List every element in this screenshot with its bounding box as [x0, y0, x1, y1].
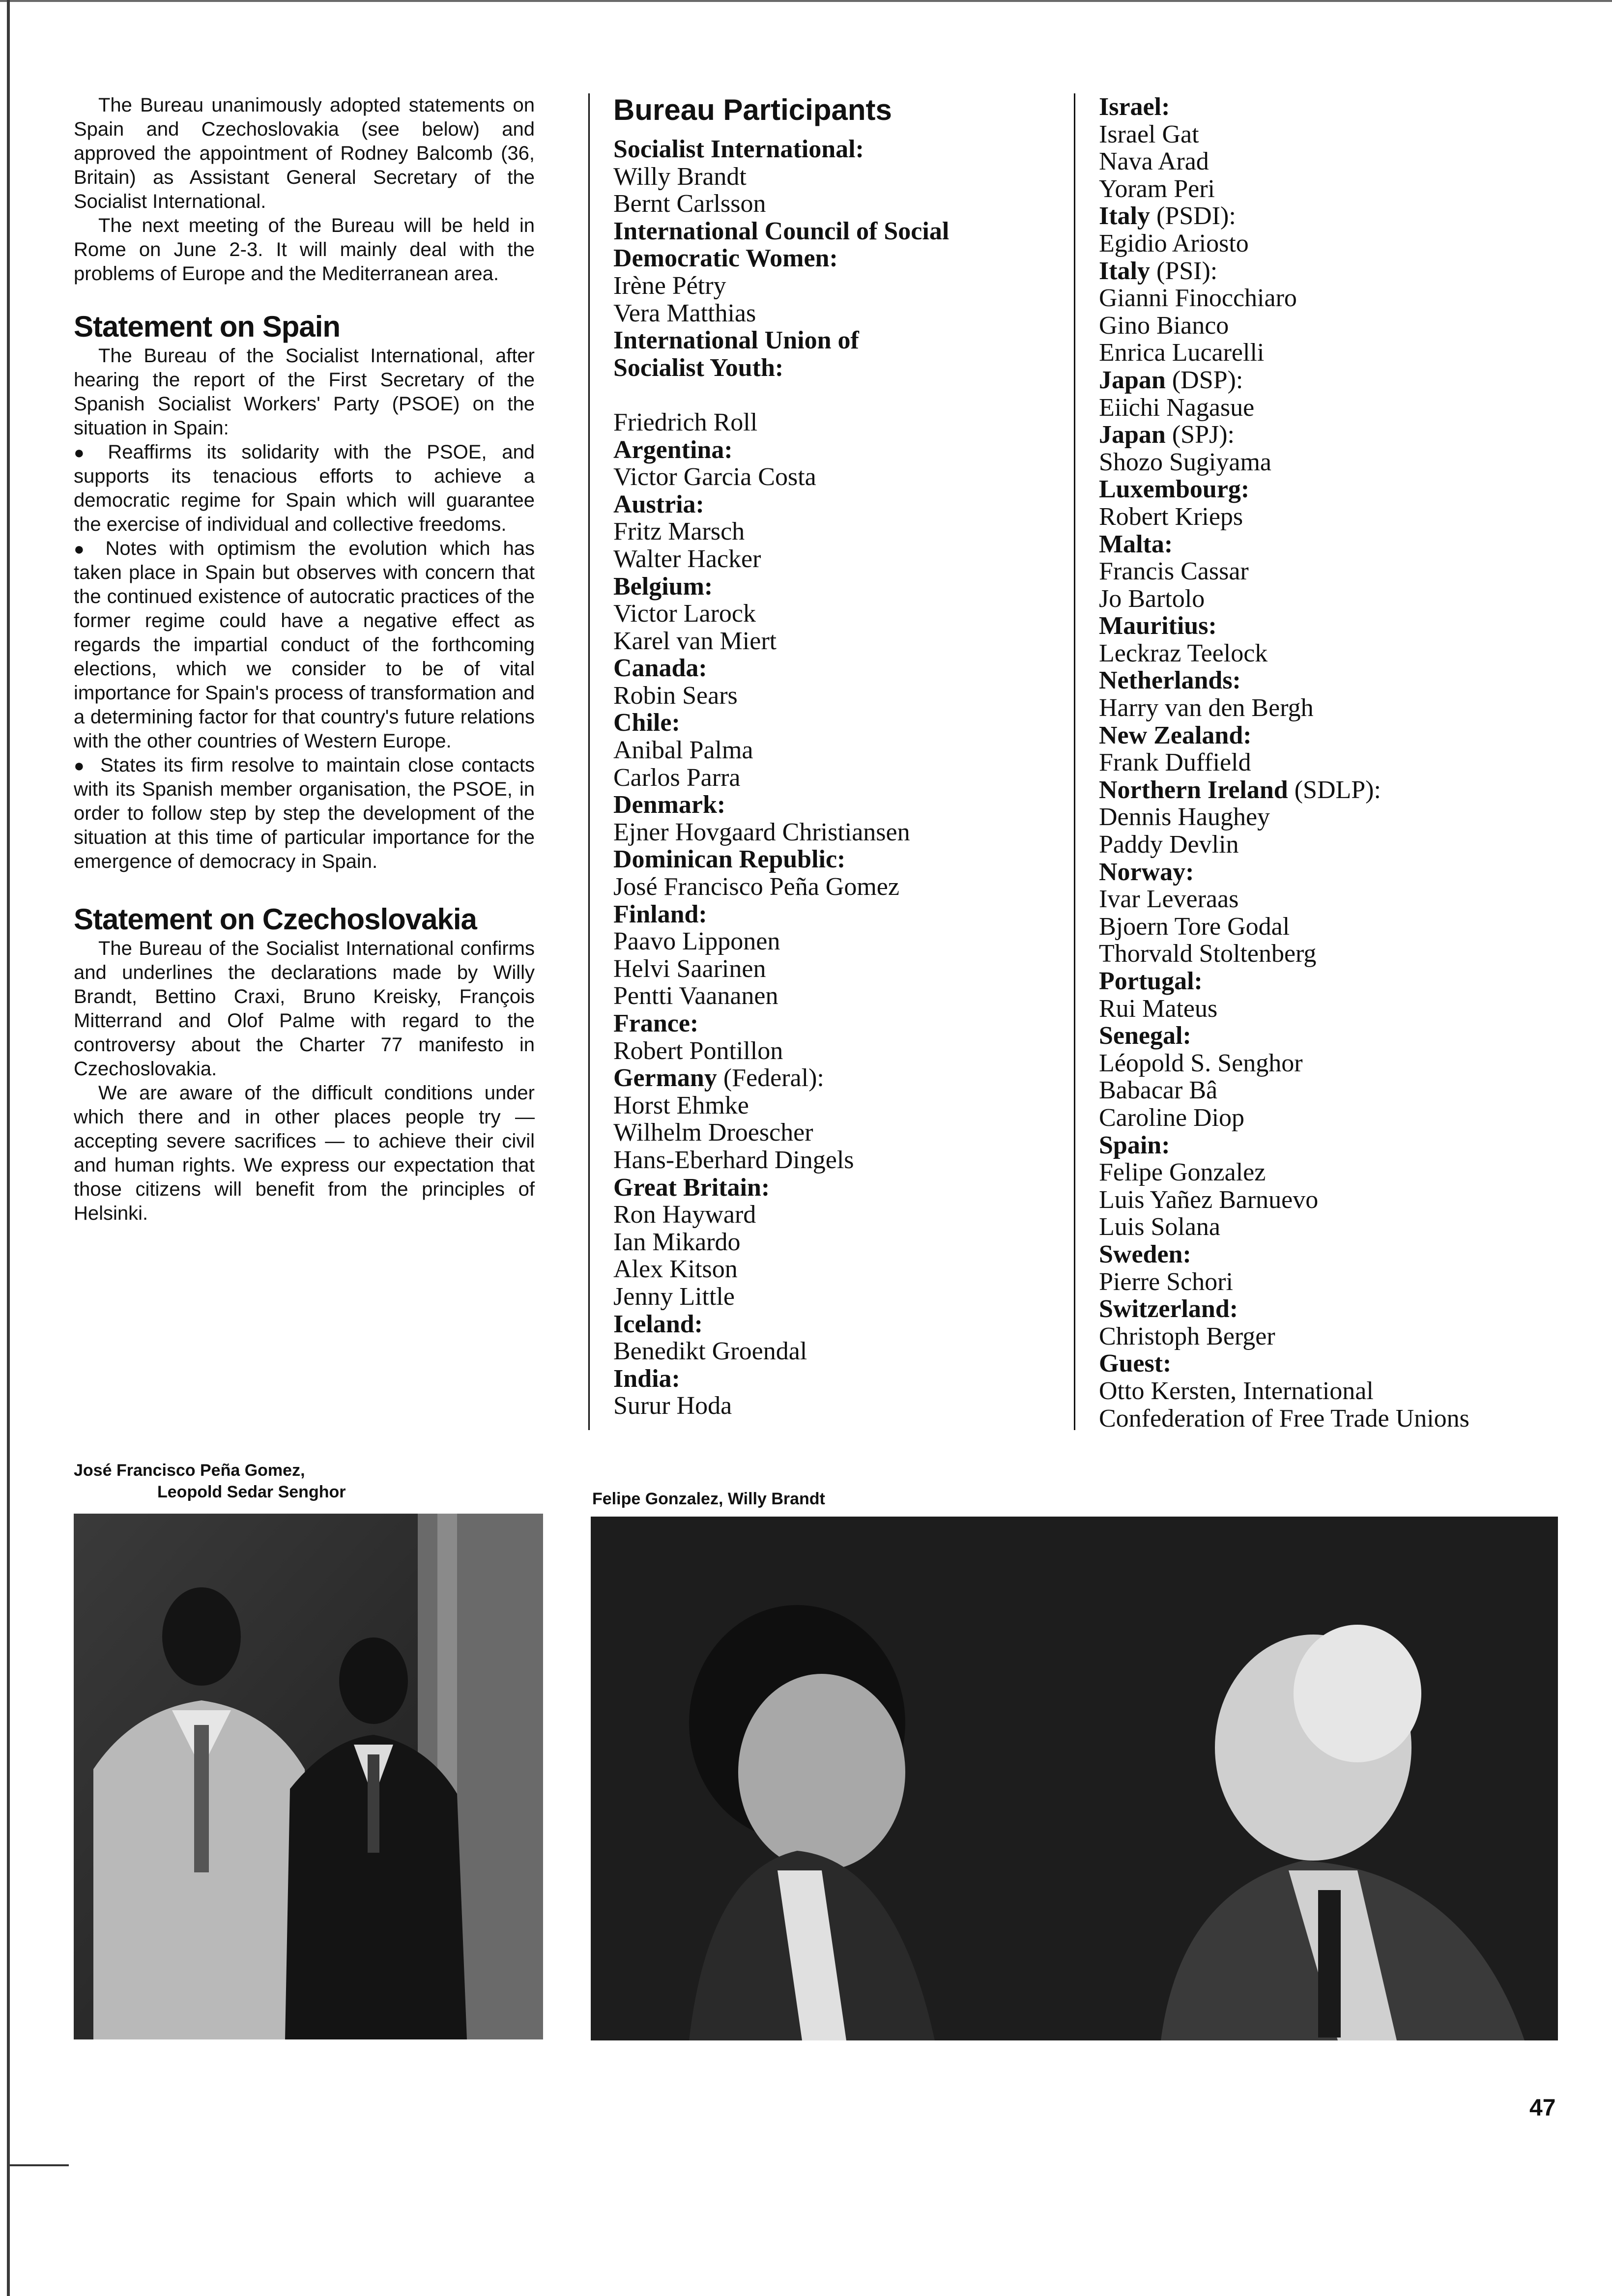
participant-group-heading — [613, 354, 1056, 382]
group-label: Guest: — [1099, 1349, 1172, 1378]
spain-heading: Statement on Spain — [74, 310, 341, 343]
participant-name: Jo Bartolo — [1099, 584, 1205, 613]
participant-name: Robert Krieps — [1099, 502, 1243, 531]
spain-bullet — [74, 537, 535, 753]
participant-group-heading — [613, 436, 1056, 464]
group-qualifier: (DSP): — [1165, 366, 1243, 394]
participant-name: Surur Hoda — [613, 1392, 732, 1420]
participant-name: Irène Pétry — [613, 271, 726, 300]
participant-name: Felipe Gonzalez — [1099, 1158, 1266, 1187]
participant-group-heading — [1099, 1295, 1590, 1323]
group-qualifier: (SDLP): — [1288, 775, 1381, 804]
bullet-icon: ● — [74, 442, 94, 462]
photo-image — [591, 1517, 1558, 2040]
participant-name: Victor Garcia Costa — [613, 463, 816, 491]
bullet-icon: ● — [74, 755, 87, 775]
participant-name: Benedikt Groendal — [613, 1337, 807, 1366]
participant-group-heading — [613, 1311, 1056, 1338]
participant-name: Thorvald Stoltenberg — [1099, 940, 1317, 968]
participant-name: Robert Pontillon — [613, 1036, 783, 1065]
group-label: Democratic Women: — [613, 244, 838, 273]
participant-name: Egidio Ariosto — [1099, 229, 1249, 258]
group-label: Netherlands: — [1099, 666, 1241, 695]
participant-group-heading — [1099, 1022, 1590, 1050]
group-label: International Council of Social — [613, 217, 950, 245]
czech-heading: Statement on Czechoslovakia — [74, 903, 477, 936]
participant-name: Friedrich Roll — [613, 408, 758, 436]
group-label: Sweden: — [1099, 1240, 1191, 1268]
participant-group-heading — [613, 491, 1056, 518]
participant-name: Karel van Miert — [613, 627, 777, 655]
list-spacer — [613, 381, 1056, 409]
participant-name: Gino Bianco — [1099, 311, 1229, 340]
participant-name: Leckraz Teelock — [1099, 639, 1268, 667]
participant-group-heading — [1099, 1350, 1590, 1378]
participant-group-heading — [613, 245, 1056, 272]
participant-name: Yoram Peri — [1099, 174, 1215, 203]
participant-name: Fritz Marsch — [613, 517, 745, 546]
photo-pena-gomez-senghor — [74, 1514, 543, 2039]
group-qualifier: (Federal): — [717, 1064, 824, 1092]
participants-column-continued — [1099, 93, 1590, 1432]
participant-group-heading — [1099, 722, 1590, 749]
participant-group-heading — [1099, 258, 1590, 285]
participant-name: Luis Yañez Barnuevo — [1099, 1185, 1319, 1214]
participant-group-heading — [1099, 531, 1590, 558]
participant-name: Hans-Eberhard Dingels — [613, 1146, 854, 1174]
participant-name: Luis Solana — [1099, 1213, 1220, 1241]
group-label: New Zealand: — [1099, 721, 1252, 749]
group-label: Great Britain: — [613, 1173, 770, 1202]
group-label: Canada: — [613, 654, 707, 683]
group-qualifier: (PSDI): — [1150, 202, 1236, 230]
group-label: Finland: — [613, 900, 707, 928]
group-label: Argentina: — [613, 435, 733, 464]
scan-left-edge — [7, 0, 10, 2296]
participant-name: Confederation of Free Trade Unions — [1099, 1404, 1469, 1433]
participant-group-heading — [613, 136, 1056, 163]
participant-name: Pierre Schori — [1099, 1267, 1233, 1296]
participant-name: Anibal Palma — [613, 736, 753, 765]
participant-name: Israel Gat — [1099, 120, 1199, 148]
participant-group-heading — [613, 1010, 1056, 1037]
group-label: Italy — [1099, 257, 1150, 285]
participant-name: Ivar Leveraas — [1099, 885, 1239, 914]
participant-name: Frank Duffield — [1099, 748, 1251, 777]
participant-name: Horst Ehmke — [613, 1091, 749, 1119]
participant-group-heading — [1099, 968, 1590, 995]
participant-name: Ian Mikardo — [613, 1228, 741, 1256]
participant-name: Shozo Sugiyama — [1099, 448, 1271, 476]
participant-name: Carlos Parra — [613, 763, 741, 792]
participant-group-heading — [613, 1064, 1056, 1092]
participant-name: Eiichi Nagasue — [1099, 393, 1255, 422]
scan-top-edge — [0, 0, 1612, 2]
group-label: Germany — [613, 1064, 717, 1092]
participant-name: Paddy Devlin — [1099, 831, 1239, 859]
group-qualifier: (SPJ): — [1165, 421, 1235, 449]
participant-group-heading — [1099, 859, 1590, 886]
participant-name: Rui Mateus — [1099, 994, 1218, 1023]
participant-name: Robin Sears — [613, 681, 738, 710]
group-label: Dominican Republic: — [613, 845, 846, 874]
group-label: Japan — [1099, 366, 1166, 394]
participant-group-heading — [1099, 1241, 1590, 1268]
group-label: International Union of — [613, 326, 859, 355]
photo-caption: Felipe Gonzalez, Willy Brandt — [592, 1490, 825, 1508]
participant-name: Caroline Diop — [1099, 1103, 1245, 1132]
participant-group-heading — [613, 327, 1056, 354]
participant-name: Dennis Haughey — [1099, 803, 1270, 832]
group-label: Chile: — [613, 709, 680, 737]
participant-group-heading — [1099, 202, 1590, 230]
participant-name: Pentti Vaananen — [613, 982, 778, 1010]
participant-name: Helvi Saarinen — [613, 954, 766, 983]
participant-group-heading — [1099, 476, 1590, 503]
participant-name: Ron Hayward — [613, 1201, 756, 1229]
participant-name: Willy Brandt — [613, 162, 747, 191]
participant-name: Vera Matthias — [613, 299, 756, 327]
photo-caption: Leopold Sedar Senghor — [157, 1483, 346, 1501]
participant-group-heading — [613, 1174, 1056, 1202]
participant-name: José Francisco Peña Gomez — [613, 873, 899, 901]
participant-group-heading — [613, 901, 1056, 928]
photo-caption: José Francisco Peña Gomez, — [74, 1461, 305, 1480]
group-label: Belgium: — [613, 572, 713, 601]
participant-group-heading — [1099, 612, 1590, 640]
participant-group-heading — [613, 846, 1056, 873]
participants-list — [1099, 93, 1590, 1432]
photo-image — [74, 1514, 543, 2039]
participant-group-heading — [613, 655, 1056, 682]
page-number: 47 — [1529, 2095, 1556, 2121]
participants-column — [613, 93, 1056, 1420]
participant-name: Nava Arad — [1099, 147, 1209, 176]
group-label: Northern Ireland — [1099, 775, 1288, 804]
czech-paragraph: The Bureau of the Socialist International confirms and underlines the declarations made by Willy Brandt, Bettino Craxi, Bruno Kreisky, François Mitterrand and Olof Palme with regard to the controversy about the Charter 77 manifesto in Czechoslovakia. — [74, 938, 535, 1080]
spain-lead: The Bureau of the Socialist International, after hearing the report of the First Secretary of the Spanish Socialist Workers' Party (PSOE) on the situation in Spain: — [74, 345, 535, 439]
group-label: Norway: — [1099, 858, 1194, 886]
participant-name: Ejner Hovgaard Christiansen — [613, 818, 910, 846]
participant-name: Enrica Lucarelli — [1099, 339, 1265, 367]
participant-group-heading — [1099, 667, 1590, 694]
czech-paragraph: We are aware of the difficult conditions under which there and in other places people try — accepting severe sacrifices — to achieve their civil and human rights. We express our expectation that those citizens will benefit from the principles of Helsinki. — [74, 1082, 535, 1224]
participant-name: Léopold S. Senghor — [1099, 1049, 1303, 1077]
participant-name: Otto Kersten, International — [1099, 1377, 1374, 1405]
participant-name: Gianni Finocchiaro — [1099, 284, 1297, 313]
group-label: Austria: — [613, 490, 704, 518]
participant-name: Christoph Berger — [1099, 1322, 1275, 1350]
photo-gonzalez-brandt — [591, 1517, 1558, 2040]
group-label: Spain: — [1099, 1131, 1170, 1159]
participant-name: Victor Larock — [613, 600, 756, 628]
group-label: Malta: — [1099, 530, 1173, 558]
bullet-icon: ● — [74, 539, 92, 559]
participant-group-heading — [1099, 367, 1590, 394]
article-column — [74, 93, 535, 1226]
group-label: Mauritius: — [1099, 612, 1217, 640]
group-label: Switzerland: — [1099, 1295, 1238, 1323]
participant-name: Bernt Carlsson — [613, 190, 766, 218]
group-label: Luxembourg: — [1099, 475, 1250, 504]
participant-group-heading — [613, 218, 1056, 245]
participant-name: Paavo Lipponen — [613, 927, 780, 956]
group-label: India: — [613, 1364, 680, 1393]
participant-name: Walter Hacker — [613, 545, 761, 573]
participant-group-heading — [1099, 1132, 1590, 1159]
participant-group-heading — [613, 791, 1056, 819]
group-label: Socialist International: — [613, 135, 864, 163]
participants-heading: Bureau Participants — [613, 93, 892, 126]
column-divider — [588, 93, 590, 1430]
participant-group-heading — [613, 573, 1056, 601]
bullet-text: States its firm resolve to maintain close contacts with its Spanish member organisation, the PSOE, in order to follow step by step the development of the situation at this time of particular importance for the emergence of democracy in Spain. — [74, 754, 535, 872]
participant-name: Bjoern Tore Godal — [1099, 912, 1290, 941]
group-label: Portugal: — [1099, 967, 1203, 995]
group-label: Iceland: — [613, 1310, 703, 1338]
group-label: Japan — [1099, 421, 1166, 449]
participant-group-heading — [613, 1365, 1056, 1393]
participant-name: Wilhelm Droescher — [613, 1119, 813, 1147]
participant-name: Babacar Bâ — [1099, 1076, 1218, 1105]
scan-bottom-mark — [10, 2164, 69, 2166]
group-label: Socialist Youth: — [613, 353, 784, 382]
group-label: Senegal: — [1099, 1022, 1191, 1050]
group-label: Israel: — [1099, 93, 1170, 121]
intro-paragraph: The next meeting of the Bureau will be held in Rome on June 2-3. It will mainly deal with the problems of Europe and the Mediterranean area. — [74, 215, 535, 285]
participant-group-heading — [613, 709, 1056, 737]
spain-bullet — [74, 440, 535, 537]
bullet-text: Notes with optimism the evolution which has taken place in Spain but observes with concern that the continued existence of autocratic practices of the former regime could have a negative effect as regards the impartial conduct of the forthcoming elections, which we consider to be of vital importance for Spain's process of transformation and a determining factor for that country's future relations with the other countries of Western Europe. — [74, 538, 535, 752]
participant-group-heading — [1099, 93, 1590, 121]
group-label: Italy — [1099, 202, 1150, 230]
participants-list — [613, 136, 1056, 1420]
participant-name: Alex Kitson — [613, 1255, 738, 1284]
participant-name: Harry van den Bergh — [1099, 694, 1314, 722]
column-divider — [1074, 93, 1075, 1430]
participant-group-heading — [1099, 776, 1590, 804]
participant-name: Jenny Little — [613, 1282, 735, 1311]
group-qualifier: (PSI): — [1150, 257, 1218, 285]
participant-group-heading — [1099, 421, 1590, 449]
bullet-text: Reaffirms its solidarity with the PSOE, and supports its tenacious efforts to achieve a democratic regime for Spain which will guarantee the exercise of individual and collective freedoms. — [74, 441, 535, 535]
group-label: France: — [613, 1009, 699, 1037]
group-label: Denmark: — [613, 791, 726, 819]
spain-bullet — [74, 753, 535, 874]
participant-name: Francis Cassar — [1099, 557, 1249, 586]
intro-paragraph: The Bureau unanimously adopted statements on Spain and Czechoslovakia (see below) and approved the appointment of Rodney Balcomb (36, Britain) as Assistant General Secretary of the Socialist International. — [74, 94, 535, 212]
